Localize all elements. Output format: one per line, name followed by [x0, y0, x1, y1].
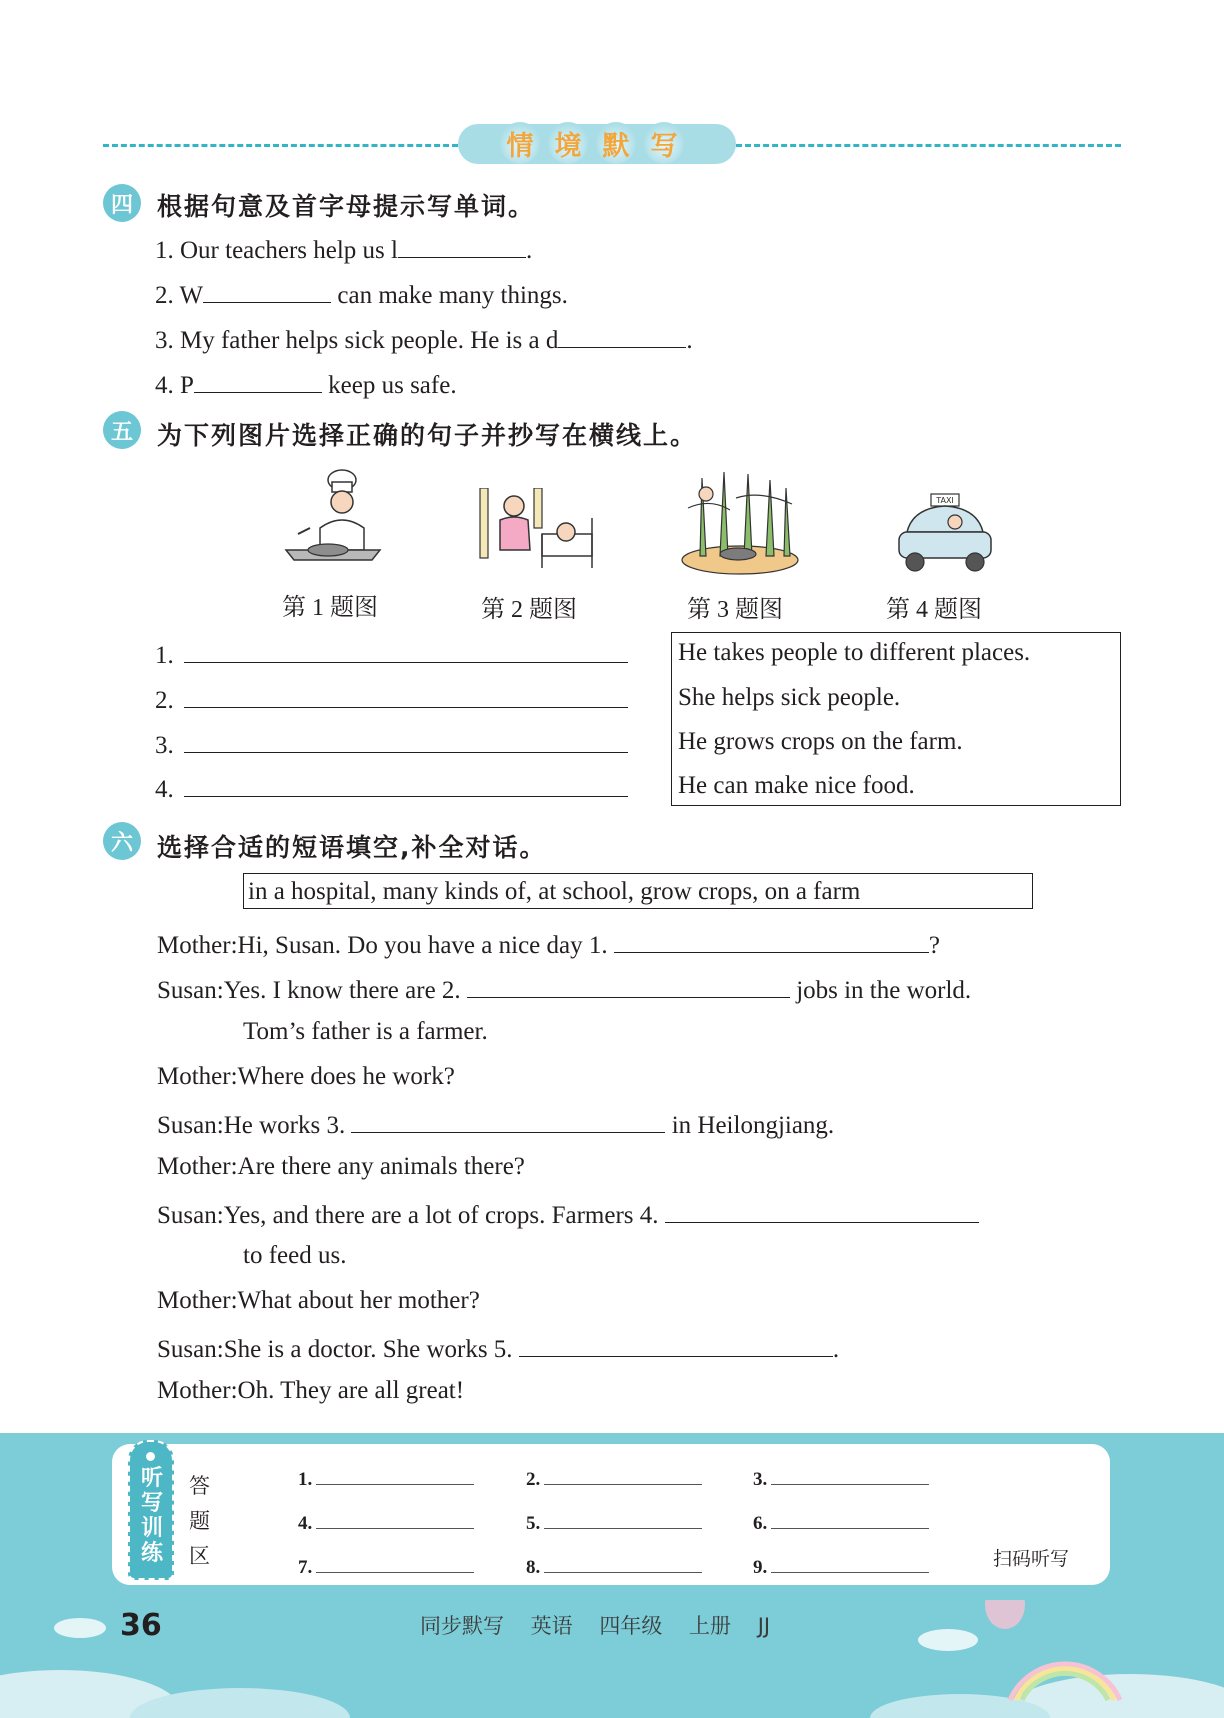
answer-zone-label: 题: [189, 1509, 210, 1533]
tag-hole: [146, 1452, 155, 1461]
answer-underline[interactable]: [316, 1556, 474, 1573]
answer-zone-label: 答: [189, 1474, 210, 1498]
scan-to-dictate-link[interactable]: 扫码听写: [993, 1548, 1070, 1570]
chef-icon: [280, 468, 392, 568]
dictation-answer[interactable]: 3.: [753, 1468, 929, 1491]
sentence-box: [671, 632, 1121, 806]
dictation-answer[interactable]: 4.: [298, 1512, 474, 1535]
dictation-answer[interactable]: 1.: [298, 1468, 474, 1491]
picture-caption: 第 2 题图: [481, 597, 577, 623]
dialogue-line: Susan:Yes, and there are a lot of crops. Farmers 4.: [157, 1198, 979, 1230]
answer-underline[interactable]: [544, 1556, 702, 1573]
answer-blank[interactable]: [665, 1198, 979, 1223]
dialogue-line: Susan:Yes. I know there are 2. jobs in the world.: [157, 973, 971, 1005]
answer-blank[interactable]: [398, 233, 526, 258]
answer-blank[interactable]: [519, 1332, 833, 1357]
question-2: 2. W can make many things.: [155, 278, 568, 310]
answer-blank[interactable]: [351, 1108, 665, 1133]
sentence-option: He grows crops on the farm.: [678, 728, 963, 755]
answer-blank[interactable]: [203, 278, 331, 303]
dialogue-line: Mother:What about her mother?: [157, 1287, 480, 1314]
answer-blank[interactable]: [184, 772, 628, 797]
taxi-sign-text: TAXI: [936, 496, 954, 505]
dialogue-line: Mother:Where does he work?: [157, 1063, 455, 1090]
answer-blank[interactable]: [184, 638, 628, 663]
answer-line: 4.: [155, 772, 628, 804]
dialogue-line: Mother:Are there any animals there?: [157, 1153, 525, 1180]
dialogue-line: Susan:She is a doctor. She works 5. .: [157, 1332, 839, 1364]
answer-underline[interactable]: [771, 1512, 929, 1529]
header-char: 情: [500, 122, 540, 164]
picture-caption: 第 4 题图: [886, 597, 982, 623]
dictation-tag-text: 听写训练: [140, 1466, 163, 1566]
answer-line: 2.: [155, 683, 628, 715]
phrase-box: in a hospital, many kinds of, at school, grow crops, on a farm: [243, 873, 1033, 909]
answer-underline[interactable]: [316, 1468, 474, 1485]
section-badge: 五: [103, 411, 141, 449]
header-char: 默: [596, 122, 636, 164]
sentence-option: He takes people to different places.: [678, 639, 1031, 666]
dictation-answer[interactable]: 6.: [753, 1512, 929, 1535]
header-dash-right: [736, 144, 1121, 147]
header-dash-left: [103, 144, 458, 147]
header-char: 写: [644, 122, 684, 164]
answer-blank[interactable]: [184, 683, 628, 708]
answer-line: 1.: [155, 638, 628, 670]
sentence-option: She helps sick people.: [678, 684, 901, 711]
dictation-answer[interactable]: 2.: [526, 1468, 702, 1491]
answer-blank[interactable]: [467, 973, 790, 998]
dictation-answer[interactable]: 7.: [298, 1556, 474, 1579]
answer-underline[interactable]: [771, 1556, 929, 1573]
answer-underline[interactable]: [771, 1468, 929, 1485]
question-1: 1. Our teachers help us l .: [155, 233, 532, 265]
section-header-title: [500, 122, 684, 164]
question-4: 4. P keep us safe.: [155, 368, 457, 400]
answer-zone-label: 区: [189, 1544, 210, 1568]
sentence-option: He can make nice food.: [678, 772, 915, 799]
answer-blank[interactable]: [194, 368, 322, 393]
dialogue-line: Mother:Oh. They are all great!: [157, 1377, 465, 1404]
header-char: 境: [548, 122, 588, 164]
dictation-answer[interactable]: 8.: [526, 1556, 702, 1579]
farmer-icon: [680, 468, 802, 578]
answer-blank[interactable]: [558, 323, 686, 348]
page-number: 36: [120, 1608, 162, 1643]
dialogue-line: to feed us.: [243, 1242, 347, 1269]
answer-blank[interactable]: [614, 928, 929, 953]
section-badge: 四: [103, 184, 141, 222]
footer-book-info: 同步默写 英语 四年级 上册 JJ: [420, 1614, 771, 1638]
answer-underline[interactable]: [316, 1512, 474, 1529]
nurse-icon: [478, 488, 594, 570]
answer-line: 3.: [155, 728, 628, 760]
answer-blank[interactable]: [184, 728, 628, 753]
picture-caption: 第 3 题图: [687, 597, 783, 623]
section-title: 根据句意及首字母提示写单词。: [157, 192, 536, 221]
section-badge: 六: [103, 822, 141, 860]
dialogue-line: Tom’s father is a farmer.: [243, 1018, 488, 1045]
dictation-answer[interactable]: 9.: [753, 1556, 929, 1579]
question-3: 3. My father helps sick people. He is a d .: [155, 323, 693, 355]
answer-underline[interactable]: [544, 1512, 702, 1529]
section-title: 为下列图片选择正确的句子并抄写在横线上。: [157, 421, 698, 450]
section-title: 选择合适的短语填空,补全对话。: [157, 833, 547, 862]
picture-caption: 第 1 题图: [282, 595, 378, 621]
taxi-icon: [893, 492, 995, 578]
dialogue-line: Mother:Hi, Susan. Do you have a nice day 1. ?: [157, 928, 940, 960]
answer-underline[interactable]: [544, 1468, 702, 1485]
dictation-answer[interactable]: 5.: [526, 1512, 702, 1535]
dialogue-line: Susan:He works 3. in Heilongjiang.: [157, 1108, 834, 1140]
